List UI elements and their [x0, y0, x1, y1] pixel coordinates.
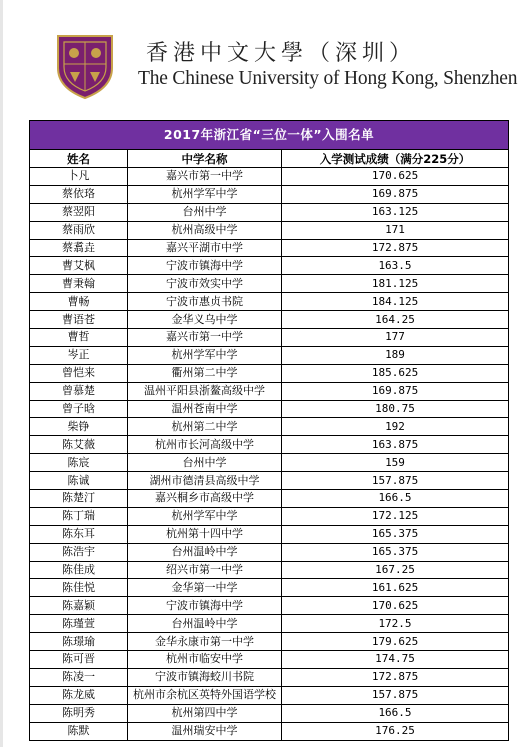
student-name-cell: 陈东耳 — [30, 525, 128, 543]
table-row — [30, 168, 509, 186]
score-cell: 157.875 — [282, 686, 509, 704]
table-title: 2017年浙江省“三位一体”入围名单 — [30, 121, 509, 150]
table-body — [30, 168, 509, 741]
score-cell: 161.625 — [282, 579, 509, 597]
score-cell: 181.125 — [282, 275, 509, 293]
student-name-cell: 陈瑾萱 — [30, 615, 128, 633]
score-cell: 170.625 — [282, 597, 509, 615]
school-name-cell: 杭州市余杭区英特外国语学校 — [128, 686, 282, 704]
university-english-name: The Chinese University of Hong Kong, Shenzhen — [138, 68, 518, 89]
score-cell: 184.125 — [282, 293, 509, 311]
score-cell: 166.5 — [282, 704, 509, 722]
school-name-cell: 杭州高级中学 — [128, 221, 282, 239]
page-edge-shadow — [0, 0, 3, 747]
score-cell: 157.875 — [282, 472, 509, 490]
school-name-cell: 杭州第二中学 — [128, 418, 282, 436]
table-row — [30, 400, 509, 418]
school-name-cell: 杭州学军中学 — [128, 346, 282, 364]
student-name-cell: 曹畅 — [30, 293, 128, 311]
table-row — [30, 507, 509, 525]
student-name-cell: 陈浩宇 — [30, 543, 128, 561]
university-header — [44, 28, 518, 102]
score-cell: 192 — [282, 418, 509, 436]
school-name-cell: 杭州学军中学 — [128, 507, 282, 525]
student-name-cell: 陈佳成 — [30, 561, 128, 579]
score-cell: 163.5 — [282, 257, 509, 275]
score-cell: 164.25 — [282, 311, 509, 329]
school-name-cell: 杭州第四中学 — [128, 704, 282, 722]
score-cell: 159 — [282, 454, 509, 472]
school-name-cell: 宁波市惠贞书院 — [128, 293, 282, 311]
score-cell: 163.875 — [282, 436, 509, 454]
school-name-cell: 嘉兴市第一中学 — [128, 329, 282, 347]
table-row — [30, 257, 509, 275]
school-name-cell: 嘉兴平湖市中学 — [128, 239, 282, 257]
student-name-cell: 蔡依珞 — [30, 185, 128, 203]
student-name-cell: 陈艾薇 — [30, 436, 128, 454]
student-name-cell: 曾慕楚 — [30, 382, 128, 400]
student-name-cell: 陈可晋 — [30, 651, 128, 669]
student-name-cell: 陈宸 — [30, 454, 128, 472]
score-cell: 172.125 — [282, 507, 509, 525]
school-name-cell: 台州中学 — [128, 203, 282, 221]
score-cell: 171 — [282, 221, 509, 239]
table-row — [30, 275, 509, 293]
table-row — [30, 346, 509, 364]
score-cell: 180.75 — [282, 400, 509, 418]
table-header-row — [30, 150, 509, 168]
score-cell: 174.75 — [282, 651, 509, 669]
student-name-cell: 蔡翥垚 — [30, 239, 128, 257]
student-name-cell: 陈默 — [30, 722, 128, 740]
student-name-cell: 陈凌一 — [30, 668, 128, 686]
table-title-row — [30, 121, 509, 150]
column-header-name: 姓名 — [30, 150, 128, 168]
school-name-cell: 金华义乌中学 — [128, 311, 282, 329]
school-name-cell: 湖州市德清县高级中学 — [128, 472, 282, 490]
table-row — [30, 329, 509, 347]
student-name-cell: 曾恺来 — [30, 364, 128, 382]
student-name-cell: 陈嘉颖 — [30, 597, 128, 615]
student-name-cell: 陈璟瑜 — [30, 633, 128, 651]
score-cell: 166.5 — [282, 490, 509, 508]
student-name-cell: 陈诚 — [30, 472, 128, 490]
score-cell: 169.875 — [282, 185, 509, 203]
score-cell: 170.625 — [282, 168, 509, 186]
score-cell: 172.5 — [282, 615, 509, 633]
school-name-cell: 嘉兴桐乡市高级中学 — [128, 490, 282, 508]
university-chinese-name: 香港中文大學（深圳） — [146, 41, 417, 66]
table-row — [30, 668, 509, 686]
student-name-cell: 陈丁瑞 — [30, 507, 128, 525]
table-row — [30, 490, 509, 508]
student-name-cell: 陈佳悦 — [30, 579, 128, 597]
student-name-cell: 蔡翌阳 — [30, 203, 128, 221]
table-row — [30, 722, 509, 740]
school-name-cell: 宁波市镇海蛟川书院 — [128, 668, 282, 686]
score-cell: 163.125 — [282, 203, 509, 221]
column-header-score: 入学测试成绩（满分225分） — [282, 150, 509, 168]
school-name-cell: 宁波市镇海中学 — [128, 257, 282, 275]
school-name-cell: 宁波市效实中学 — [128, 275, 282, 293]
school-name-cell: 台州温岭中学 — [128, 615, 282, 633]
score-cell: 172.875 — [282, 239, 509, 257]
school-name-cell: 温州瑞安中学 — [128, 722, 282, 740]
school-name-cell: 金华永康市第一中学 — [128, 633, 282, 651]
school-name-cell: 台州温岭中学 — [128, 543, 282, 561]
school-name-cell: 杭州学军中学 — [128, 185, 282, 203]
table-row — [30, 418, 509, 436]
student-name-cell: 陈龙威 — [30, 686, 128, 704]
table-row — [30, 239, 509, 257]
table-row — [30, 686, 509, 704]
table-row — [30, 221, 509, 239]
student-name-cell: 卜凡 — [30, 168, 128, 186]
student-name-cell: 曾子晗 — [30, 400, 128, 418]
table-row — [30, 185, 509, 203]
table-row — [30, 311, 509, 329]
score-cell: 185.625 — [282, 364, 509, 382]
table-row — [30, 579, 509, 597]
table-row — [30, 651, 509, 669]
score-cell: 177 — [282, 329, 509, 347]
student-name-cell: 曹语苍 — [30, 311, 128, 329]
cuhk-crest-icon — [54, 30, 116, 100]
table-row — [30, 436, 509, 454]
table-row — [30, 561, 509, 579]
student-name-cell: 柴铮 — [30, 418, 128, 436]
student-name-cell: 陈明秀 — [30, 704, 128, 722]
score-cell: 176.25 — [282, 722, 509, 740]
school-name-cell: 杭州市长河高级中学 — [128, 436, 282, 454]
score-cell: 167.25 — [282, 561, 509, 579]
school-name-cell: 衢州第二中学 — [128, 364, 282, 382]
score-cell: 189 — [282, 346, 509, 364]
table-row — [30, 704, 509, 722]
column-header-school: 中学名称 — [128, 150, 282, 168]
table-row — [30, 525, 509, 543]
table-row — [30, 382, 509, 400]
school-name-cell: 台州中学 — [128, 454, 282, 472]
admission-list-table — [29, 120, 509, 741]
table-row — [30, 472, 509, 490]
table-row — [30, 454, 509, 472]
score-cell: 179.625 — [282, 633, 509, 651]
score-cell: 165.375 — [282, 525, 509, 543]
table-row — [30, 615, 509, 633]
student-name-cell: 曹秉翰 — [30, 275, 128, 293]
school-name-cell: 温州苍南中学 — [128, 400, 282, 418]
table-row — [30, 364, 509, 382]
student-name-cell: 曹艾枫 — [30, 257, 128, 275]
school-name-cell: 嘉兴市第一中学 — [128, 168, 282, 186]
school-name-cell: 金华第一中学 — [128, 579, 282, 597]
student-name-cell: 陈楚汀 — [30, 490, 128, 508]
score-cell: 169.875 — [282, 382, 509, 400]
student-name-cell: 岑正 — [30, 346, 128, 364]
score-cell: 172.875 — [282, 668, 509, 686]
student-name-cell: 蔡雨欣 — [30, 221, 128, 239]
school-name-cell: 杭州市临安中学 — [128, 651, 282, 669]
table-row — [30, 597, 509, 615]
school-name-cell: 杭州第十四中学 — [128, 525, 282, 543]
school-name-cell: 宁波市镇海中学 — [128, 597, 282, 615]
table-row — [30, 633, 509, 651]
table-row — [30, 293, 509, 311]
student-name-cell: 曹哲 — [30, 329, 128, 347]
score-cell: 165.375 — [282, 543, 509, 561]
table-row — [30, 543, 509, 561]
school-name-cell: 绍兴市第一中学 — [128, 561, 282, 579]
school-name-cell: 温州平阳县浙鳌高级中学 — [128, 382, 282, 400]
table-row — [30, 203, 509, 221]
